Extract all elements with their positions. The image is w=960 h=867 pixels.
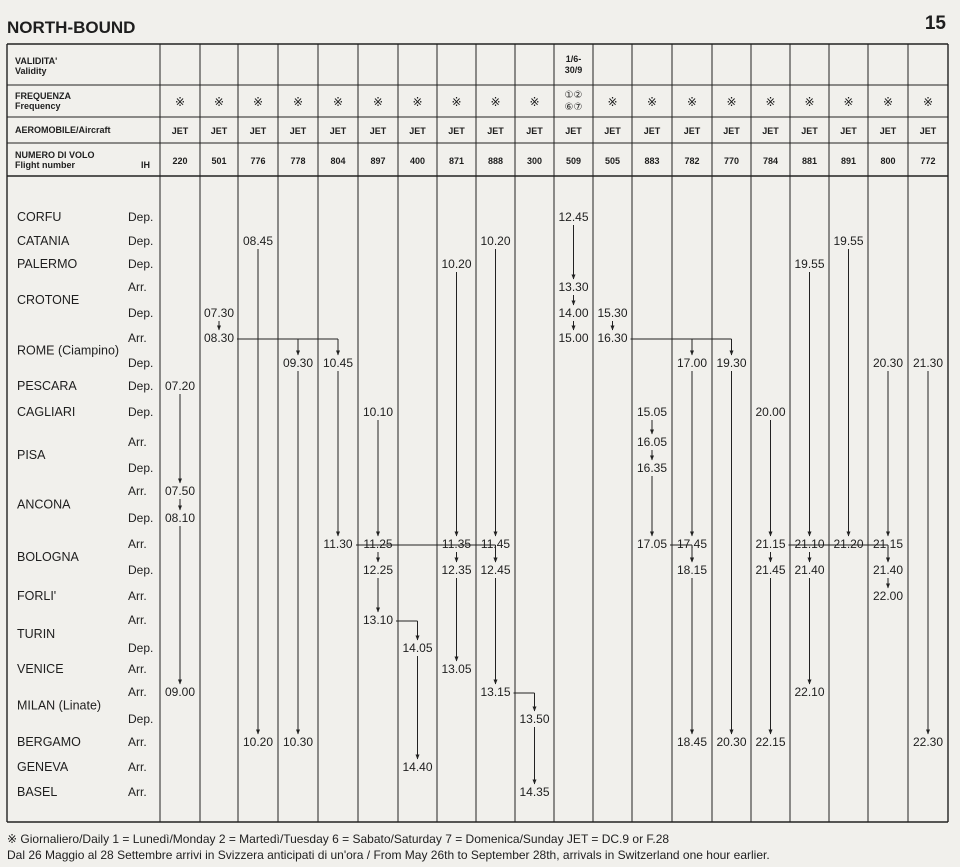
departure-arrival-time: 21.20 [833, 537, 864, 551]
flight-number: 770 [723, 156, 740, 166]
departure-arrival-time: 14.00 [558, 306, 589, 320]
flight-number: 888 [487, 156, 504, 166]
frequency-daily-mark: ※ [922, 95, 934, 109]
city-name: ROME (Ciampino) [17, 343, 120, 358]
flight-number: 804 [330, 156, 346, 166]
city-name: BASEL [17, 785, 58, 799]
flight-number: 782 [684, 156, 700, 166]
departure-arrival-time: 10.20 [441, 257, 472, 271]
flight-number: 300 [526, 156, 543, 166]
flight-number: 881 [801, 156, 818, 166]
frequency-daily-mark: ※ [843, 95, 854, 109]
arr-dep-label: Arr. [128, 435, 147, 449]
aircraft-type: JET [683, 126, 701, 136]
departure-arrival-time: 15.30 [597, 306, 628, 320]
departure-arrival-time: 11.30 [323, 537, 353, 551]
departure-arrival-time: 07.20 [164, 379, 196, 393]
flight-label: NUMERO DI VOLO [15, 150, 95, 160]
departure-arrival-time: 07.50 [164, 484, 196, 498]
departure-arrival-time: 20.00 [755, 405, 786, 419]
departure-arrival-time: 19.55 [794, 257, 825, 271]
aircraft-type: JET [762, 126, 779, 136]
frequency-daily-mark: ※ [292, 95, 304, 109]
departure-arrival-time: 13.50 [519, 712, 550, 726]
frequency-daily-mark: ※ [213, 95, 225, 109]
city-name: PALERMO [17, 257, 78, 271]
page-title: NORTH-BOUND [7, 18, 136, 37]
departure-arrival-time: 11.35 [441, 537, 472, 551]
arr-dep-label: Dep. [128, 461, 154, 475]
footnote-legend: ※ Giornaliero/Daily 1 = Lunedì/Monday 2 = Martedì/Tuesday 6 = Sabato/Saturday 7 = Domenica/Sunday JET = DC.9 or F.28 [7, 832, 670, 846]
departure-arrival-time: 22.15 [755, 735, 786, 749]
city-name: BERGAMO [17, 735, 81, 749]
arr-dep-label: Dep. [128, 379, 154, 393]
departure-arrival-time: 22.00 [872, 589, 904, 603]
city-name: VENICE [17, 662, 64, 676]
frequency-daily-mark: ※ [332, 95, 344, 109]
flight-number: 891 [840, 156, 857, 166]
flight-number: 509 [565, 156, 582, 166]
departure-arrival-time: 10.20 [242, 735, 274, 749]
arr-dep-label: Dep. [128, 257, 154, 271]
aircraft-type: JET [487, 126, 504, 136]
arr-dep-label: Arr. [128, 537, 147, 551]
departure-arrival-time: 17.45 [676, 537, 708, 551]
frequency-daily-mark: ※ [804, 95, 815, 109]
arr-dep-label: Arr. [128, 589, 147, 603]
airline-code: IH [141, 160, 150, 170]
arr-dep-label: Dep. [128, 712, 154, 726]
departure-arrival-time: 07.30 [203, 306, 235, 320]
arr-dep-label: Dep. [128, 234, 154, 248]
frequency-daily-mark: ※ [607, 95, 618, 109]
frequency-daily-mark: ※ [451, 95, 462, 109]
departure-arrival-time: 14.05 [402, 641, 433, 655]
departure-arrival-time: 13.15 [480, 685, 511, 699]
frequency-daily-mark: ※ [252, 95, 264, 109]
flight-number: 778 [290, 156, 306, 166]
page-number: 15 [924, 13, 946, 34]
departure-arrival-time: 21.15 [872, 537, 904, 551]
frequency-daily-mark: ※ [174, 95, 186, 109]
footnote-switzerland: Dal 26 Maggio al 28 Settembre arrivi in Svizzera anticipati di un'ora / From May 26th to September 28th, arrivals in Switzerland one hour earlier. [7, 848, 770, 862]
arr-dep-label: Dep. [128, 563, 154, 577]
departure-arrival-time: 21.30 [912, 356, 944, 370]
departure-arrival-time: 19.55 [833, 234, 864, 248]
aircraft-type: JET [289, 126, 307, 136]
departure-arrival-time: 22.10 [794, 685, 825, 699]
departure-arrival-time: 12.45 [480, 563, 511, 577]
validity-value: 30/9 [564, 65, 583, 75]
arr-dep-label: Arr. [128, 613, 147, 627]
flight-number: 784 [762, 156, 779, 166]
aircraft-type: JET [604, 126, 621, 136]
arr-dep-label: Dep. [128, 511, 154, 525]
departure-arrival-time: 14.35 [519, 785, 550, 799]
arr-dep-label: Arr. [128, 785, 147, 799]
departure-arrival-time: 22.30 [912, 735, 944, 749]
flight-number: 220 [172, 156, 188, 166]
arr-dep-label: Arr. [128, 735, 147, 749]
frequency-days: ①② [564, 90, 583, 101]
arr-dep-label: Arr. [128, 760, 147, 774]
aircraft-type: JET [919, 126, 937, 136]
city-name: CORFU [17, 210, 62, 224]
departure-arrival-time: 17.00 [676, 356, 708, 370]
departure-arrival-time: 21.45 [755, 563, 786, 577]
city-name: BOLOGNA [17, 550, 79, 564]
departure-arrival-time: 18.45 [676, 735, 708, 749]
validity-value: 1/6- [565, 54, 582, 64]
departure-arrival-time: 12.45 [558, 210, 589, 224]
frequency-label: FREQUENZA [15, 91, 71, 101]
aircraft-type: JET [249, 126, 267, 136]
flight-number: 400 [409, 156, 426, 166]
city-name: FORLI' [17, 589, 57, 603]
arr-dep-label: Arr. [128, 484, 147, 498]
city-name: ANCONA [17, 497, 71, 512]
aircraft-type: JET [448, 126, 465, 136]
departure-arrival-time: 16.05 [636, 435, 668, 449]
frequency-daily-mark: ※ [686, 95, 698, 109]
departure-arrival-time: 12.25 [362, 563, 394, 577]
flight-number: 897 [370, 156, 386, 166]
flight-number: 871 [448, 156, 465, 166]
departure-arrival-time: 15.05 [636, 405, 668, 419]
aircraft-type: JET [840, 126, 857, 136]
departure-arrival-time: 08.10 [164, 511, 196, 525]
aircraft-type: JET [369, 126, 387, 136]
departure-arrival-time: 11.45 [480, 537, 511, 551]
aircraft-type: JET [329, 126, 347, 136]
frequency-daily-mark: ※ [646, 95, 658, 109]
aircraft-type: JET [526, 126, 543, 136]
departure-arrival-time: 16.30 [597, 331, 628, 345]
city-name: CATANIA [17, 234, 70, 248]
frequency-days: ⑥⑦ [564, 102, 583, 113]
aircraft-type: JET [723, 126, 740, 136]
frequency-daily-mark: ※ [490, 95, 501, 109]
flight-number: 776 [250, 156, 266, 166]
departure-arrival-time: 19.30 [716, 356, 747, 370]
departure-arrival-time: 17.05 [636, 537, 668, 551]
frequency-daily-mark: ※ [529, 95, 540, 109]
flight-number: 772 [920, 156, 936, 166]
city-name: PISA [17, 448, 46, 462]
departure-arrival-time: 21.15 [755, 537, 786, 551]
departure-arrival-time: 12.35 [441, 563, 472, 577]
departure-arrival-time: 21.40 [794, 563, 825, 577]
departure-arrival-time: 08.45 [242, 234, 274, 248]
city-name: CROTONE [17, 293, 80, 307]
arr-dep-label: Dep. [128, 210, 154, 224]
arr-dep-label: Arr. [128, 662, 147, 676]
flight-label-en: Flight number [15, 160, 75, 170]
aircraft-type: JET [171, 126, 189, 136]
frequency-label-en: Frequency [15, 101, 61, 111]
departure-arrival-time: 21.10 [794, 537, 825, 551]
departure-arrival-time: 14.40 [402, 760, 433, 774]
validity-label-en: Validity [15, 66, 47, 76]
departure-arrival-time: 20.30 [716, 735, 747, 749]
departure-arrival-time: 20.30 [872, 356, 904, 370]
aircraft-type: JET [409, 126, 426, 136]
departure-arrival-time: 08.30 [203, 331, 235, 345]
departure-arrival-time: 09.00 [164, 685, 196, 699]
departure-arrival-time: 10.20 [480, 234, 511, 248]
city-name: MILAN (Linate) [17, 698, 102, 713]
aircraft-type: JET [643, 126, 661, 136]
arr-dep-label: Arr. [128, 685, 147, 699]
arr-dep-label: Dep. [128, 405, 154, 419]
frequency-daily-mark: ※ [412, 95, 423, 109]
city-name: CAGLIARI [17, 405, 76, 419]
flight-number: 501 [211, 156, 227, 166]
arr-dep-label: Dep. [128, 306, 154, 320]
arr-dep-label: Dep. [128, 356, 154, 370]
departure-arrival-time: 10.45 [322, 356, 354, 370]
aircraft-label: AEROMOBILE/Aircraft [15, 125, 111, 135]
departure-arrival-time: 18.15 [676, 563, 708, 577]
flight-number: 800 [880, 156, 896, 166]
aircraft-type: JET [801, 126, 818, 136]
frequency-daily-mark: ※ [372, 95, 384, 109]
departure-arrival-time: 11.25 [363, 537, 393, 551]
city-name: TURIN [17, 627, 56, 641]
flight-number: 505 [604, 156, 621, 166]
arr-dep-label: Dep. [128, 641, 154, 655]
frequency-daily-mark: ※ [882, 95, 894, 109]
departure-arrival-time: 16.35 [636, 461, 668, 475]
city-name: PESCARA [17, 379, 77, 393]
arr-dep-label: Arr. [128, 331, 147, 345]
flight-number: 883 [644, 156, 660, 166]
validity-label: VALIDITA' [15, 56, 58, 66]
arr-dep-label: Arr. [128, 280, 147, 294]
city-name: GENEVA [17, 760, 69, 774]
departure-arrival-time: 09.30 [282, 356, 314, 370]
departure-arrival-time: 13.05 [441, 662, 472, 676]
departure-arrival-time: 21.40 [872, 563, 904, 577]
aircraft-type: JET [210, 126, 228, 136]
aircraft-type: JET [879, 126, 897, 136]
aircraft-type: JET [565, 126, 582, 136]
departure-arrival-time: 15.00 [558, 331, 589, 345]
departure-arrival-time: 13.30 [558, 280, 589, 294]
frequency-daily-mark: ※ [726, 95, 737, 109]
departure-arrival-time: 10.30 [282, 735, 314, 749]
departure-arrival-time: 10.10 [362, 405, 394, 419]
frequency-daily-mark: ※ [765, 95, 776, 109]
departure-arrival-time: 13.10 [362, 613, 394, 627]
